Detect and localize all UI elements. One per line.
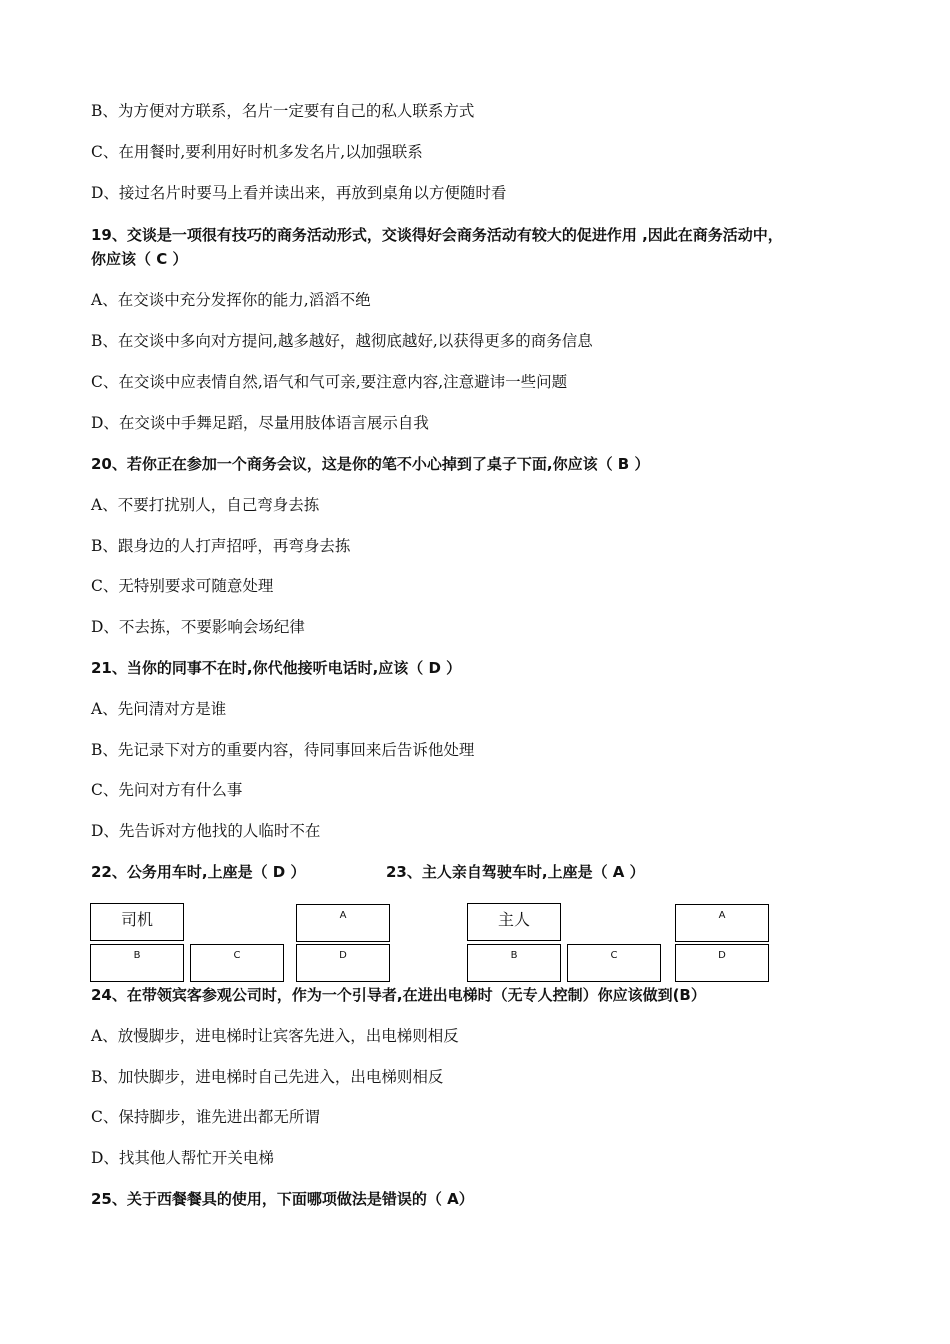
question-23: 23、主人亲自驾驶车时,上座是（ A ） bbox=[386, 863, 645, 881]
question-20: 20、若你正在参加一个商务会议，这是你的笔不小心掉到了桌子下面,你应该（ B ） bbox=[91, 455, 650, 473]
option-text: A、不要打扰别人，自己弯身去拣 bbox=[91, 496, 320, 514]
seat-c: C bbox=[190, 944, 284, 982]
question-19-answer: 你应该（ C ） bbox=[91, 250, 188, 268]
question-24: 24、在带领宾客参观公司时，作为一个引导者,在进出电梯时（无专人控制）你应该做到(B） bbox=[91, 986, 706, 1004]
question-21: 21、当你的同事不在时,你代他接听电话时,应该（ D ） bbox=[91, 659, 462, 677]
seat-b: B bbox=[90, 944, 184, 982]
option-text: D、先告诉对方他找的人临时不在 bbox=[91, 822, 321, 840]
question-19: 19、交谈是一项很有技巧的商务活动形式，交谈得好会商务活动有较大的促进作用 ,因此在商务活动中， bbox=[91, 226, 783, 244]
option-text: B、跟身边的人打声招呼，再弯身去拣 bbox=[91, 537, 351, 555]
option-text: D、在交谈中手舞足蹈，尽量用肢体语言展示自我 bbox=[91, 414, 429, 432]
option-text: B、在交谈中多向对方提问,越多越好，越彻底越好,以获得更多的商务信息 bbox=[91, 332, 593, 350]
option-text: C、保持脚步，谁先进出都无所谓 bbox=[91, 1108, 320, 1126]
option-text: D、找其他人帮忙开关电梯 bbox=[91, 1149, 274, 1167]
seat-driver: 司机 bbox=[90, 903, 184, 941]
seat-d: D bbox=[296, 944, 390, 982]
seat-a: A bbox=[296, 904, 390, 942]
option-text: D、接过名片时要马上看并读出来，再放到桌角以方便随时看 bbox=[91, 184, 507, 202]
option-text: C、在用餐时,要利用好时机多发名片,以加强联系 bbox=[91, 143, 423, 161]
option-text: A、在交谈中充分发挥你的能力,滔滔不绝 bbox=[91, 291, 371, 309]
option-text: C、先问对方有什么事 bbox=[91, 781, 243, 799]
seat-a: A bbox=[675, 904, 769, 942]
option-text: C、无特别要求可随意处理 bbox=[91, 577, 274, 595]
seat-d: D bbox=[675, 944, 769, 982]
question-22: 22、公务用车时,上座是（ D ） bbox=[91, 863, 306, 881]
seat-c: C bbox=[567, 944, 661, 982]
option-text: C、在交谈中应表情自然,语气和气可亲,要注意内容,注意避讳一些问题 bbox=[91, 373, 568, 391]
option-text: A、先问清对方是谁 bbox=[91, 700, 227, 718]
option-text: B、先记录下对方的重要内容，待同事回来后告诉他处理 bbox=[91, 741, 475, 759]
question-25: 25、关于西餐餐具的使用，下面哪项做法是错误的（ A） bbox=[91, 1190, 474, 1208]
option-text: B、为方便对方联系，名片一定要有自己的私人联系方式 bbox=[91, 102, 475, 120]
option-text: B、加快脚步，进电梯时自己先进入，出电梯则相反 bbox=[91, 1068, 444, 1086]
seat-b: B bbox=[467, 944, 561, 982]
option-text: A、放慢脚步，进电梯时让宾客先进入，出电梯则相反 bbox=[91, 1027, 459, 1045]
seat-host: 主人 bbox=[467, 903, 561, 941]
option-text: D、不去拣，不要影响会场纪律 bbox=[91, 618, 305, 636]
